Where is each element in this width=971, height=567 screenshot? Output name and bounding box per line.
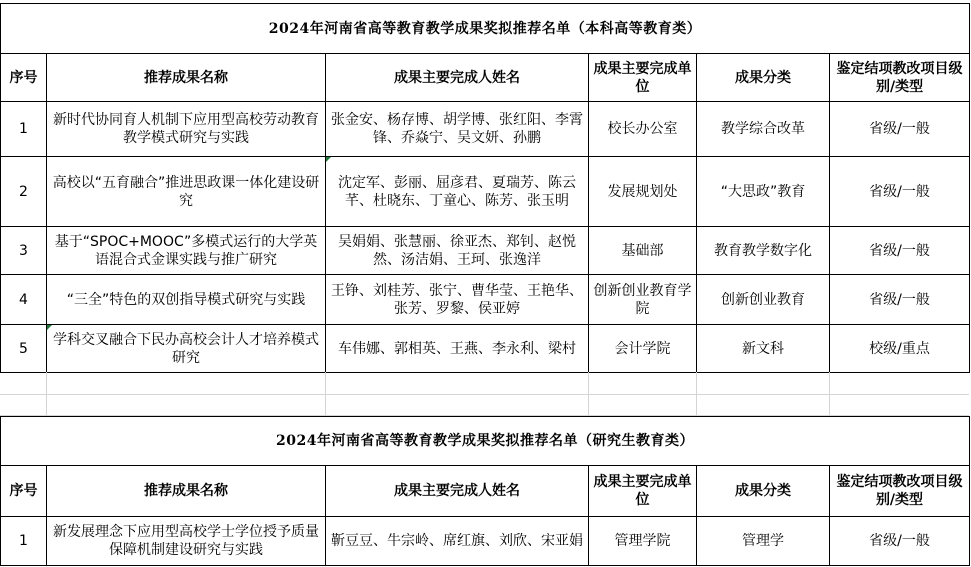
cell-achievement-name[interactable]: 高校以“五育融合”推进思政课一体化建设研究 <box>47 157 326 227</box>
postgraduate-award-table <box>0 416 970 566</box>
table-title: 2024年河南省高等教育教学成果奖拟推荐名单（本科高等教育类） <box>1 4 970 54</box>
cell-completers[interactable]: 靳豆豆、牛宗岭、席红旗、刘欣、宋亚娟 <box>326 517 589 566</box>
cell-index[interactable]: 4 <box>1 275 47 325</box>
cell-unit[interactable]: 发展规划处 <box>589 157 697 227</box>
cell-index[interactable]: 1 <box>1 517 47 566</box>
undergraduate-award-table <box>0 3 970 373</box>
cell-unit[interactable]: 创新创业教育学院 <box>589 275 697 325</box>
cell-project-level[interactable]: 校级/重点 <box>830 325 970 373</box>
col-header-index: 序号 <box>1 466 47 517</box>
cell-completers[interactable]: 张金安、杨存博、胡学博、张红阳、李霄锋、乔焱宁、吴文妍、孙鹏 <box>326 102 589 157</box>
header-row <box>1 466 970 517</box>
cell-completers[interactable]: 沈定军、彭丽、屈彦君、夏瑞芳、陈云芊、杜晓东、丁童心、陈芳、张玉明 <box>326 157 589 227</box>
cell-category[interactable]: 教育教学数字化 <box>697 227 830 275</box>
cell-achievement-name[interactable]: 学科交叉融合下民办高校会计人才培养模式研究 <box>47 325 326 373</box>
gridline <box>0 394 969 395</box>
cell-category[interactable]: 新文科 <box>697 325 830 373</box>
cell-index[interactable]: 1 <box>1 102 47 157</box>
cell-completers[interactable]: 车伟娜、郭相英、王燕、李永利、梁村 <box>326 325 589 373</box>
cell-category[interactable]: 管理学 <box>697 517 830 566</box>
table-title: 2024年河南省高等教育教学成果奖拟推荐名单（研究生教育类） <box>1 417 970 466</box>
col-header-achievement-name: 推荐成果名称 <box>47 54 326 102</box>
cell-achievement-name[interactable]: 新发展理念下应用型高校学士学位授予质量保障机制建设研究与实践 <box>47 517 326 566</box>
empty-spreadsheet-rows <box>0 372 969 416</box>
table-row <box>1 517 970 566</box>
cell-achievement-name[interactable]: “三全”特色的双创指导模式研究与实践 <box>47 275 326 325</box>
cell-achievement-name[interactable]: 基于“SPOC+MOOC”多模式运行的大学英语混合式金课实践与推广研究 <box>47 227 326 275</box>
col-header-project-level: 鉴定结项教改项目级别/类型 <box>830 466 970 517</box>
col-header-category: 成果分类 <box>697 466 830 517</box>
cell-unit[interactable]: 管理学院 <box>589 517 697 566</box>
cell-achievement-name[interactable]: 新时代协同育人机制下应用型高校劳动教育教学模式研究与实践 <box>47 102 326 157</box>
col-header-completers: 成果主要完成人姓名 <box>326 466 589 517</box>
cell-unit[interactable]: 基础部 <box>589 227 697 275</box>
table-row <box>1 275 970 325</box>
cell-completers[interactable]: 王铮、刘桂芳、张宁、曹华莹、王艳华、张芳、罗黎、侯亚婷 <box>326 275 589 325</box>
cell-completers[interactable]: 吴娟娟、张慧丽、徐亚杰、郑钊、赵悦然、汤洁娟、王珂、张逸洋 <box>326 227 589 275</box>
cell-unit[interactable]: 会计学院 <box>589 325 697 373</box>
cell-category[interactable]: 教学综合改革 <box>697 102 830 157</box>
col-header-unit: 成果主要完成单位 <box>589 54 697 102</box>
table-row <box>1 102 970 157</box>
col-header-achievement-name: 推荐成果名称 <box>47 466 326 517</box>
header-row <box>1 54 970 102</box>
col-header-category: 成果分类 <box>697 54 830 102</box>
col-header-index: 序号 <box>1 54 47 102</box>
col-header-completers: 成果主要完成人姓名 <box>326 54 589 102</box>
cell-category[interactable]: “大思政”教育 <box>697 157 830 227</box>
col-header-project-level: 鉴定结项教改项目级别/类型 <box>830 54 970 102</box>
cell-index[interactable]: 2 <box>1 157 47 227</box>
cell-index[interactable]: 5 <box>1 325 47 373</box>
col-header-unit: 成果主要完成单位 <box>589 466 697 517</box>
table-row <box>1 325 970 373</box>
cell-project-level[interactable]: 省级/一般 <box>830 102 970 157</box>
cell-project-level[interactable]: 省级/一般 <box>830 227 970 275</box>
cell-category[interactable]: 创新创业教育 <box>697 275 830 325</box>
table-row <box>1 157 970 227</box>
cell-index[interactable]: 3 <box>1 227 47 275</box>
table-row <box>1 227 970 275</box>
cell-project-level[interactable]: 省级/一般 <box>830 157 970 227</box>
cell-project-level[interactable]: 省级/一般 <box>830 517 970 566</box>
cell-project-level[interactable]: 省级/一般 <box>830 275 970 325</box>
cell-unit[interactable]: 校长办公室 <box>589 102 697 157</box>
